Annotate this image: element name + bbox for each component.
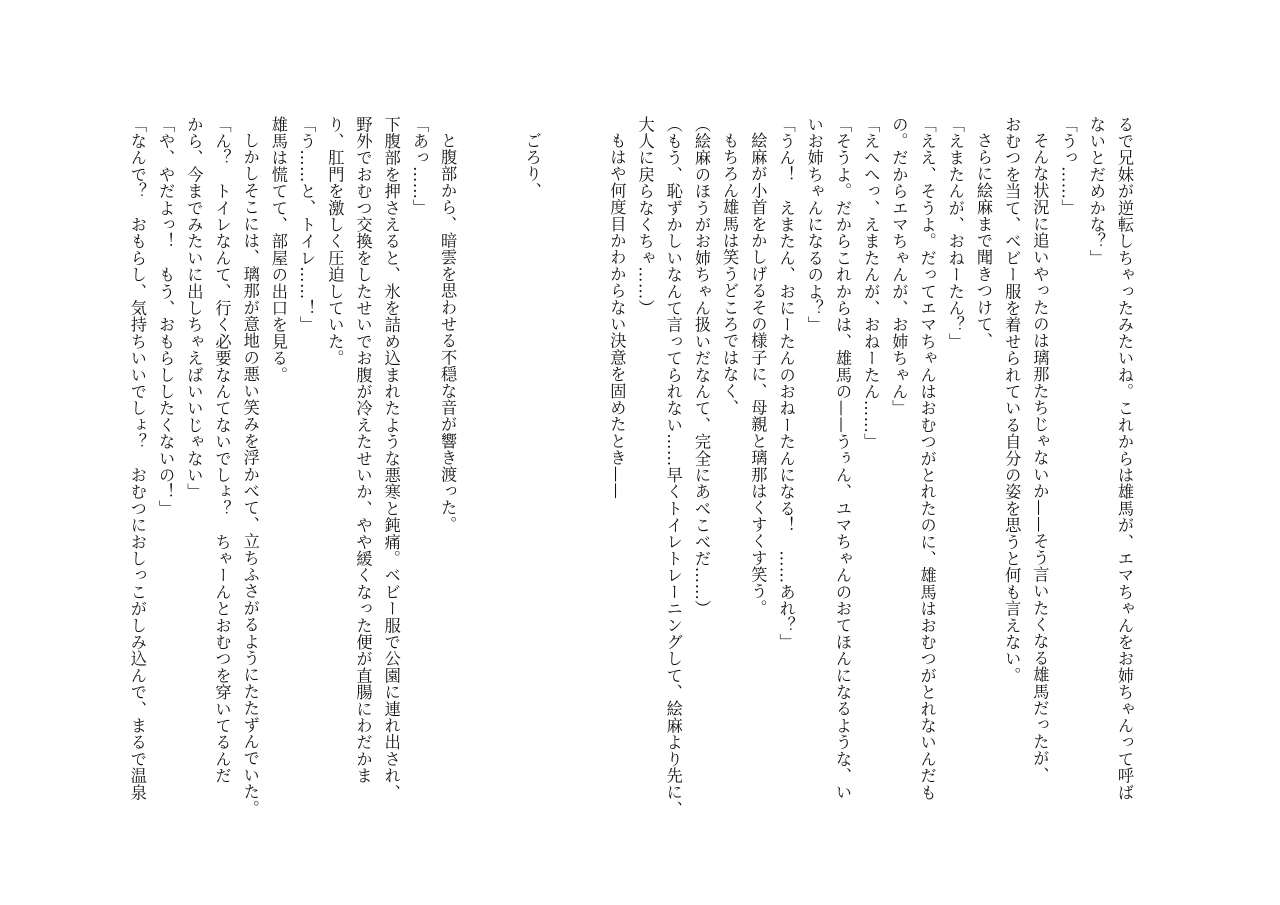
- text-line: しかしそこには、璃那が意地の悪い笑みを浮かべて、立ちふさがるようにたたずんでいた。: [240, 132, 260, 817]
- text-line: 「えまたんが、おねーたん？」: [945, 116, 965, 350]
- text-line: 大人に戻らなくちゃ……）: [635, 116, 655, 317]
- text-line: 「そうよ。だからこれからは、雄馬の——うぅん、ユマちゃんのおてほんになるような、い: [832, 116, 852, 801]
- text-line: [574, 116, 602, 796]
- text-line: 「う……と、トイレ……！」: [297, 116, 317, 334]
- text-line: [489, 116, 517, 796]
- text-line: の。だからエマちゃんが、お姉ちゃん」: [889, 116, 909, 417]
- text-line: （もう、恥ずかしいなんて言ってられない……早くトイレトレーニングして、絵麻より先に、: [663, 116, 683, 818]
- text-line: 「ええ、そうよ。だってエマちゃんはおむつがとれたのに、雄馬はおむつがとれないんだも: [917, 116, 937, 801]
- vertical-text-body: [123, 116, 1138, 818]
- text-line: 「うっ……」: [1058, 116, 1078, 217]
- text-line: 「ん？ トイレなんて、行く必要なんてないでしょ？ ちゃーんとおむつを穿いてるんだ: [212, 116, 232, 784]
- text-line: さらに絵麻まで聞きつけて、: [973, 132, 993, 350]
- text-line: [546, 116, 574, 796]
- text-line: 「うん！ えまたん、おにーたんのおねーたんになる！ ……あれ？」: [776, 116, 796, 651]
- text-line: [461, 116, 489, 796]
- text-line: と腹部から、暗雲を思わせる不穏な音が響き渡った。: [438, 132, 458, 533]
- text-line: 野外でおむつ交換をしたせいでお腹が冷えたせいか、やや緩くなった便が直腸にわだかま: [353, 116, 373, 784]
- text-line: から、今までみたいに出しちゃえばいいじゃない」: [184, 116, 204, 501]
- text-line: もはや何度目かわからない決意を固めたとき——: [607, 132, 627, 500]
- text-line: ないとだめかな？」: [1086, 116, 1106, 267]
- text-line: そんな状況に追いやったのは璃那たちじゃないか——そう言いたくなる雄馬だったが、: [1030, 132, 1050, 784]
- text-line: 絵麻が小首をかしげるその様子に、母親と璃那はくすくす笑う。: [748, 132, 768, 617]
- text-line: （絵麻のほうがお姉ちゃん扱いだなんて、完全にあべこべだ……）: [691, 116, 711, 617]
- text-line: 雄馬は慌てて、部屋の出口を見る。: [268, 116, 288, 384]
- text-line: 「えへへっ、えまたんが、おねーたん……」: [861, 116, 881, 450]
- text-line: 「なんで？ おもらし、気持ちいいでしょ？ おむつにおしっこがしみ込んで、まるで温泉: [127, 116, 147, 801]
- text-line: ごろり、: [522, 132, 542, 199]
- text-line: 「あっ……」: [409, 116, 429, 217]
- text-line: おむつを当て、ベビー服を着せられている自分の姿を思うと何も言えない。: [1002, 116, 1022, 684]
- text-line: もちろん雄馬は笑うどころではなく、: [720, 132, 740, 417]
- text-line: 「や、やだよっ！ もう、おもらししたくないの！」: [156, 116, 176, 517]
- text-line: 下腹部を押さえると、氷を詰め込まれたような悪寒と鈍痛。ベビー服で公園に連れ出され、: [381, 116, 401, 801]
- text-line: るで兄妹が逆転しちゃったみたいね。これからは雄馬が、エマちゃんをお姉ちゃんって呼ば: [1115, 116, 1134, 801]
- text-line: いお姉ちゃんになるのよ？」: [804, 116, 824, 334]
- text-line: り、肛門を激しく圧迫していた。: [325, 116, 345, 367]
